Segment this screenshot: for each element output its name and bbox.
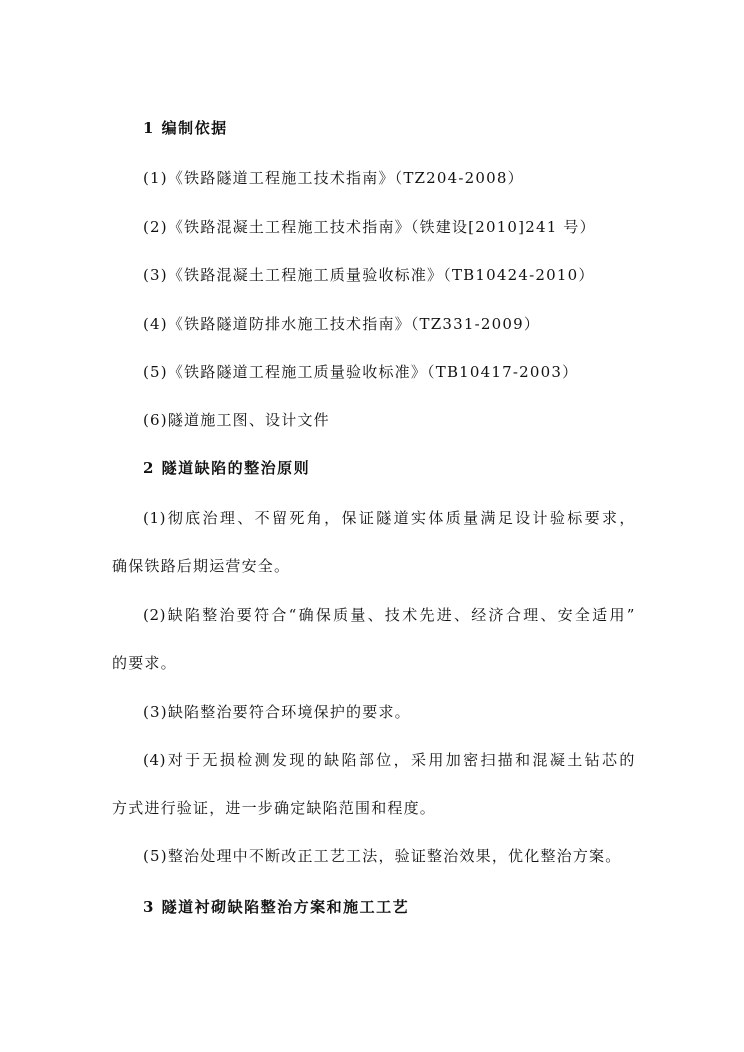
principle-2-line-2: 的要求。 (112, 654, 177, 672)
section-1-heading: 1 编制依据 (143, 119, 228, 137)
reference-item-6: (6)隧道施工图、设计文件 (143, 411, 330, 429)
section-2-heading: 2 隧道缺陷的整治原则 (143, 459, 311, 477)
reference-item-2: (2)《铁路混凝土工程施工技术指南》（铁建设[2010]241 号） (143, 218, 596, 236)
reference-item-3: (3)《铁路混凝土工程施工质量验收标准》（TB10424-2010） (143, 266, 595, 284)
principle-2-line-1: (2)缺陷整治要符合“确保质量、技术先进、经济合理、安全适用” (143, 606, 635, 624)
principle-1-line-1: (1)彻底治理、不留死角，保证隧道实体质量满足设计验标要求， (143, 509, 635, 527)
reference-item-5: (5)《铁路隧道工程施工质量验收标准》（TB10417-2003） (143, 363, 579, 381)
principle-4-line-2: 方式进行验证，进一步确定缺陷范围和程度。 (112, 799, 437, 817)
section-3-heading: 3 隧道衬砌缺陷整治方案和施工工艺 (143, 898, 410, 916)
principle-1-line-2: 确保铁路后期运营安全。 (112, 557, 291, 575)
principle-5: (5)整治处理中不断改正工艺工法，验证整治效果，优化整治方案。 (143, 847, 622, 865)
principle-3: (3)缺陷整治要符合环境保护的要求。 (143, 703, 411, 721)
reference-item-4: (4)《铁路隧道防排水施工技术指南》（TZ331-2009） (143, 315, 541, 333)
principle-4-line-1: (4)对于无损检测发现的缺陷部位，采用加密扫描和混凝土钻芯的 (143, 751, 635, 769)
reference-item-1: (1)《铁路隧道工程施工技术指南》（TZ204-2008） (143, 169, 524, 187)
